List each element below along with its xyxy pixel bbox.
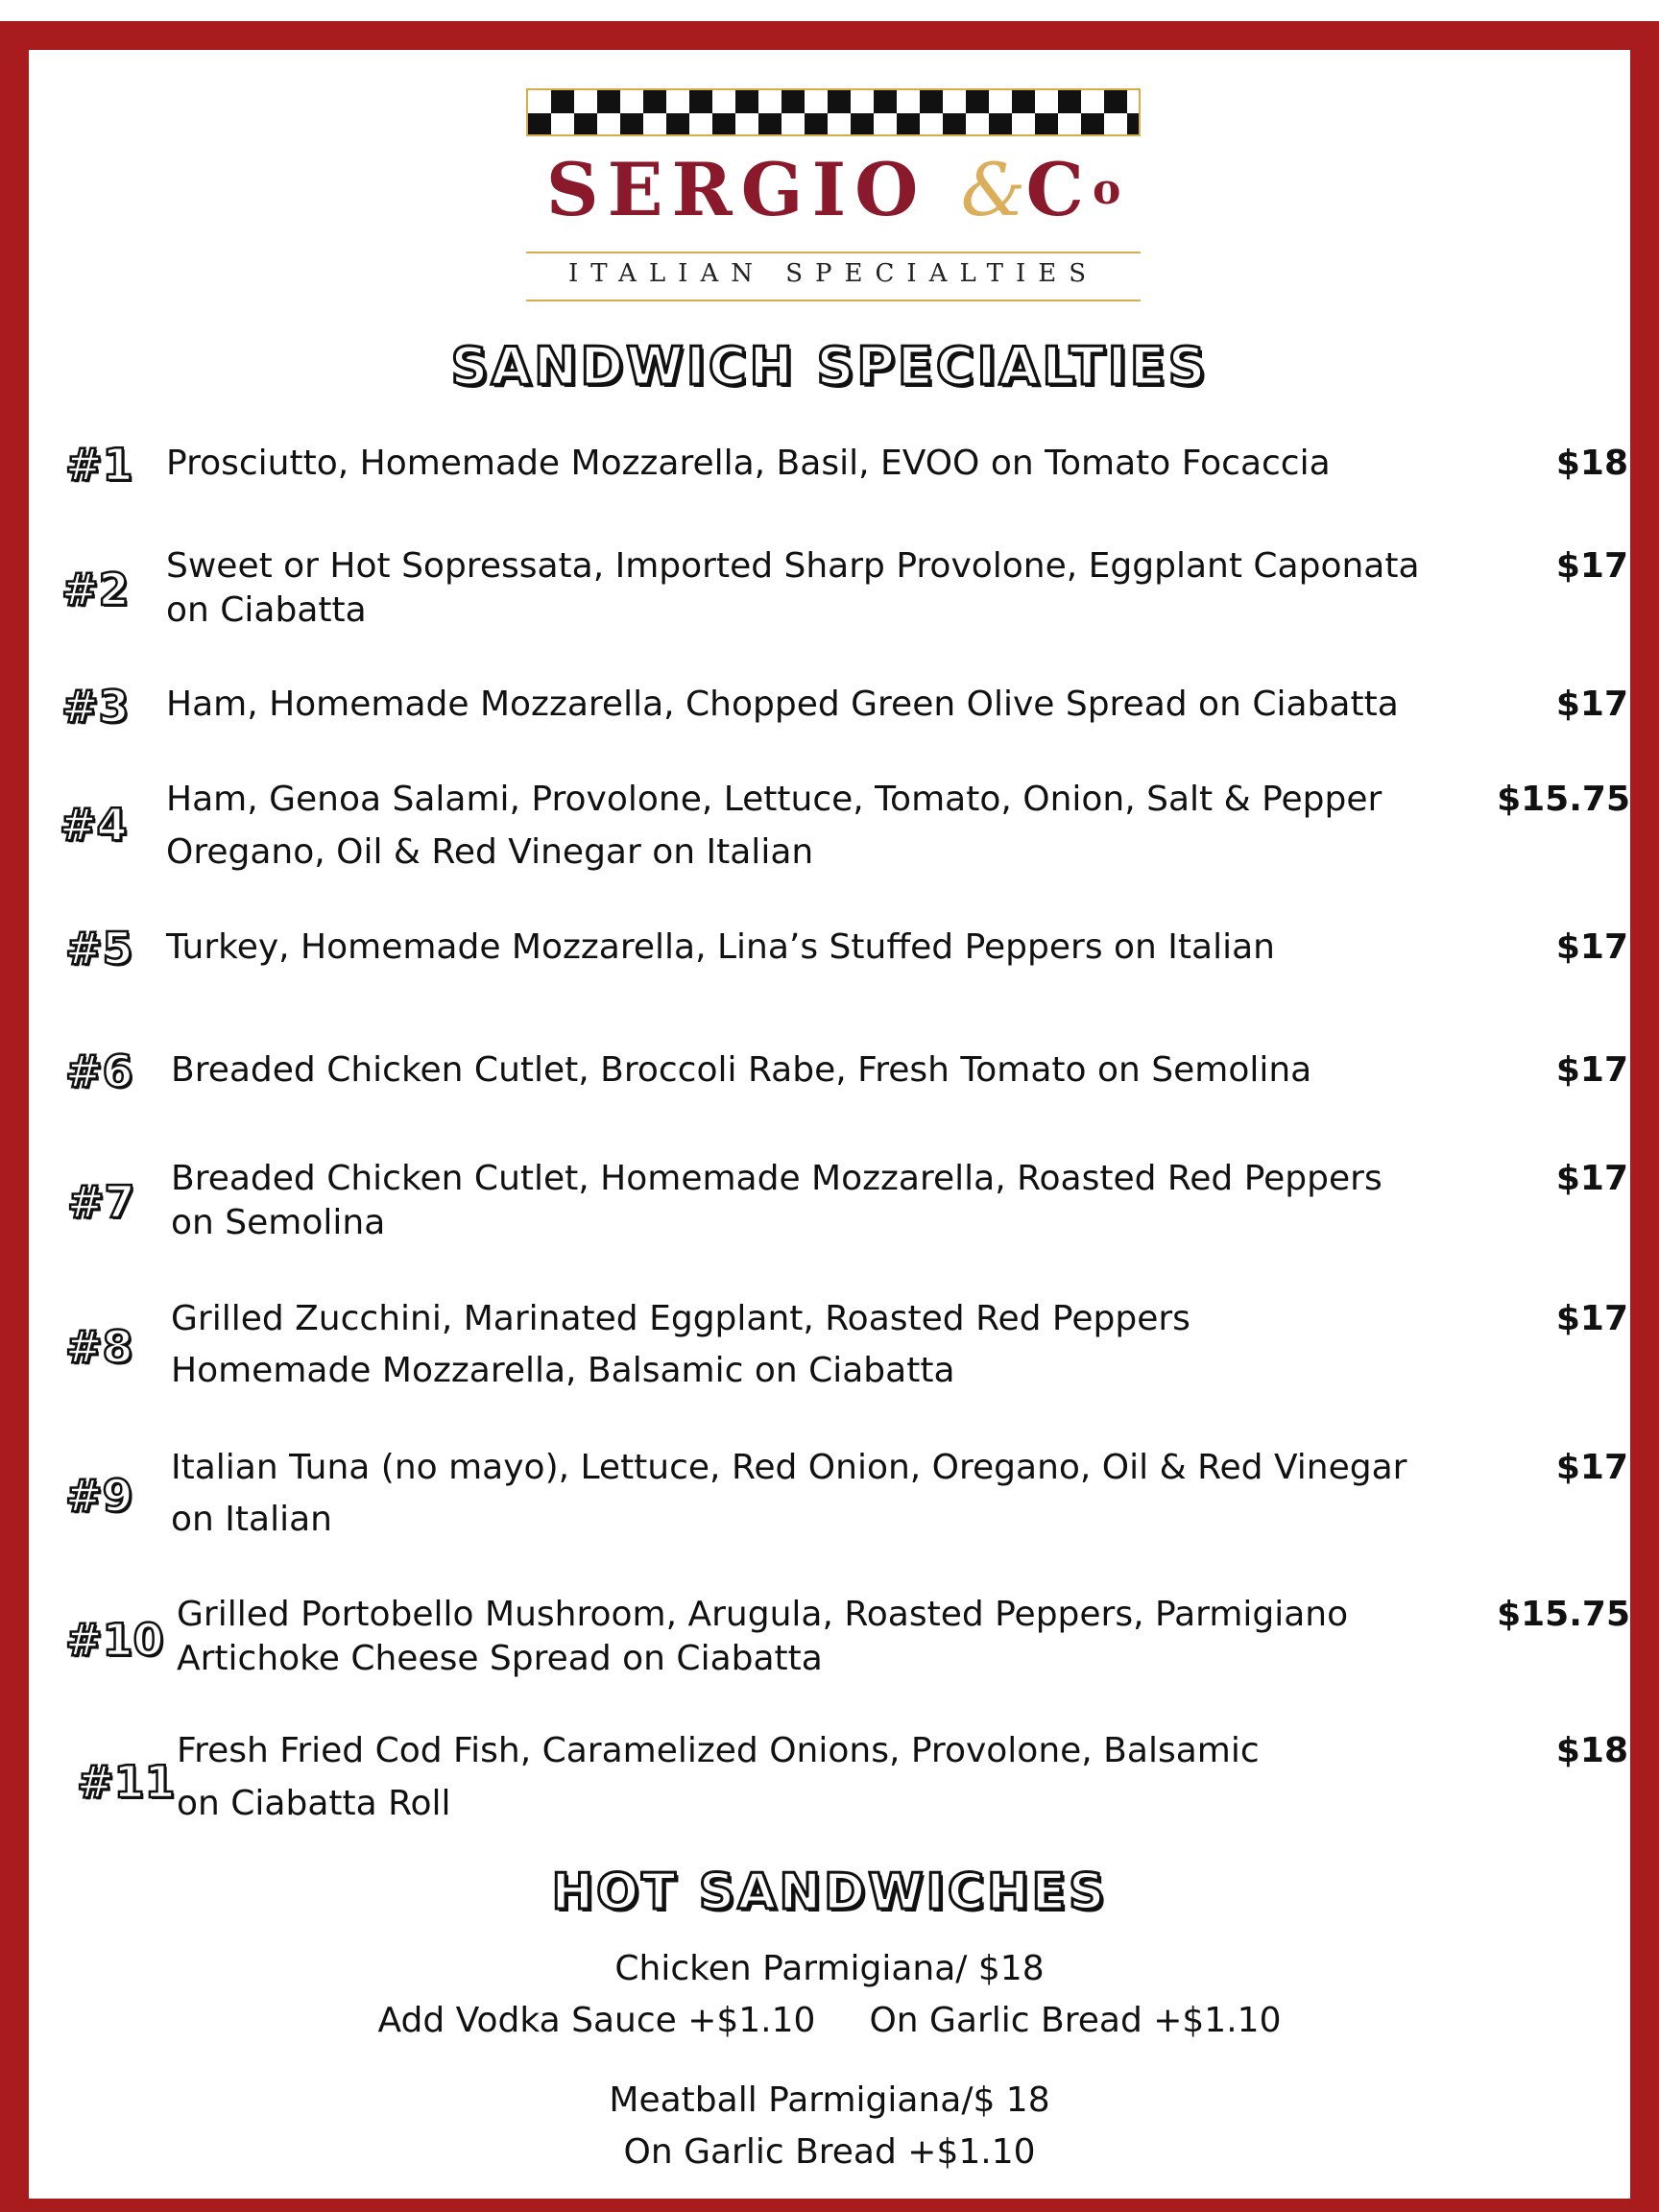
item-description-line2: on Italian	[171, 1500, 332, 1539]
section-title-hot-sandwiches: HOT SANDWICHES	[551, 1863, 1108, 1921]
item-description: Breaded Chicken Cutlet, Broccoli Rabe, Fresh Tomato on Semolina	[171, 1050, 1312, 1090]
brand-co-superscript: o	[1092, 165, 1121, 214]
item-number: #9	[65, 1470, 133, 1522]
item-description-line2: Artichoke Cheese Spread on Ciabatta	[177, 1639, 823, 1678]
item-description-line2: Homemade Mozzarella, Balsamic on Ciabatta	[171, 1351, 955, 1390]
item-description: Ham, Homemade Mozzarella, Chopped Green Olive Spread on Ciabatta	[166, 685, 1399, 724]
item-price: $15.75	[1497, 780, 1630, 819]
item-number: #1	[65, 439, 133, 491]
brand-tagline: ITALIAN SPECIALTIES	[567, 259, 1099, 288]
item-price: $18	[1555, 444, 1628, 483]
addon-vodka-sauce: Add Vodka Sauce +$1.10	[377, 2001, 816, 2040]
item-description-line2: Oregano, Oil & Red Vinegar on Italian	[166, 832, 814, 872]
item-price: $17	[1555, 546, 1628, 586]
item-number: #3	[61, 681, 130, 733]
item-price: $15.75	[1497, 1595, 1630, 1634]
item-price: $17	[1555, 1159, 1628, 1198]
item-price: $17	[1555, 927, 1628, 967]
hot-item-chicken-addons	[0, 1999, 1659, 2043]
section-title-sandwich-specialties: SANDWICH SPECIALTIES	[450, 336, 1209, 397]
item-description-line2: on Ciabatta Roll	[177, 1784, 451, 1823]
item-price: $17	[1555, 1448, 1628, 1487]
item-description: Grilled Zucchini, Marinated Eggplant, Roasted Red Peppers	[171, 1299, 1190, 1338]
item-description: Sweet or Hot Sopressata, Imported Sharp Provolone, Eggplant Caponata	[166, 546, 1420, 586]
item-description: Grilled Portobello Mushroom, Arugula, Roasted Peppers, Parmigiano	[177, 1595, 1349, 1634]
item-number: #2	[61, 564, 130, 615]
logo-rule-bottom	[526, 300, 1141, 301]
item-price: $18	[1555, 1731, 1628, 1770]
logo-rule-top	[526, 252, 1141, 253]
item-number: #5	[65, 923, 133, 974]
checkered-banner	[526, 88, 1141, 136]
item-price: $17	[1555, 1050, 1628, 1090]
item-description-line2: on Ciabatta	[166, 590, 367, 630]
brand-co-letter: C	[1025, 147, 1093, 232]
hot-item-meatball-addon: On Garlic Bread +$1.10	[623, 2132, 1036, 2172]
item-number: #8	[65, 1321, 133, 1373]
hot-item-meatball-parmigiana: Meatball Parmigiana/$ 18	[609, 2080, 1050, 2120]
item-number: #6	[65, 1046, 133, 1097]
hot-item-chicken-parmigiana: Chicken Parmigiana/ $18	[614, 1949, 1045, 1988]
item-description-line2: on Semolina	[171, 1203, 386, 1242]
item-number: #4	[60, 799, 128, 851]
item-number: #10	[65, 1614, 164, 1666]
addon-garlic-bread: On Garlic Bread +$1.10	[869, 2001, 1282, 2040]
brand-logo	[526, 147, 1141, 232]
item-description: Turkey, Homemade Mozzarella, Lina’s Stuffed Peppers on Italian	[166, 927, 1275, 967]
brand-name: SERGIO	[545, 147, 927, 232]
item-description: Breaded Chicken Cutlet, Homemade Mozzarella, Roasted Red Peppers	[171, 1159, 1382, 1198]
item-price: $17	[1555, 1299, 1628, 1338]
item-description: Italian Tuna (no mayo), Lettuce, Red Onion, Oregano, Oil & Red Vinegar	[171, 1448, 1407, 1487]
item-description: Fresh Fried Cod Fish, Caramelized Onions, Provolone, Balsamic	[177, 1731, 1260, 1770]
brand-ampersand: &	[960, 147, 1026, 232]
item-description: Ham, Genoa Salami, Provolone, Lettuce, Tomato, Onion, Salt & Pepper	[166, 780, 1382, 819]
item-price: $17	[1555, 685, 1628, 724]
item-number: #11	[77, 1756, 176, 1808]
item-number: #7	[67, 1176, 135, 1228]
item-description: Prosciutto, Homemade Mozzarella, Basil, EVOO on Tomato Focaccia	[166, 444, 1331, 483]
